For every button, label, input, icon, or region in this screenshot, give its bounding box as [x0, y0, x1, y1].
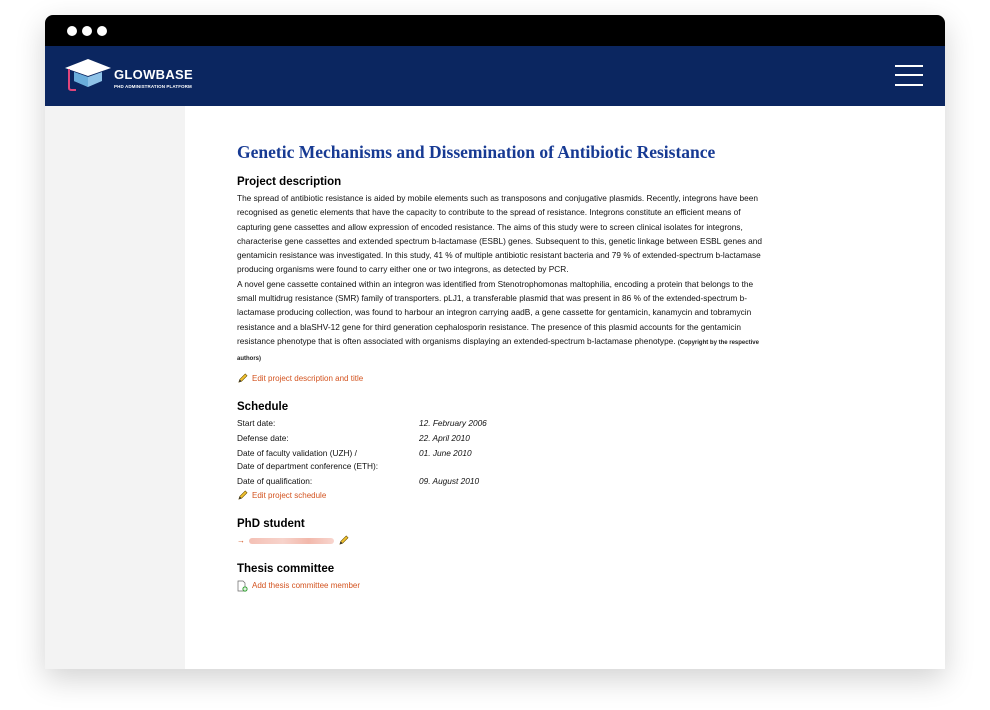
schedule-row [237, 447, 767, 473]
edit-schedule-link[interactable] [237, 490, 767, 501]
arrow-right-icon: → [237, 536, 245, 546]
schedule-label: Start date: [237, 417, 276, 428]
hamburger-menu-icon[interactable] [895, 64, 923, 88]
add-committee-member-label[interactable]: Add thesis committee member [252, 581, 361, 591]
schedule-label: Defense date: [237, 432, 289, 443]
section-heading: Schedule [237, 400, 289, 413]
main-content [237, 106, 767, 592]
window-titlebar [45, 15, 945, 46]
add-document-icon [237, 580, 248, 592]
schedule-value: 22. April 2010 [419, 432, 470, 443]
schedule-row [237, 475, 767, 488]
copyright-note: (Copyright by the respective authors) [237, 339, 759, 363]
window-dot-icon[interactable] [97, 26, 107, 36]
description-paragraph: The spread of antibiotic resistance is aided by mobile elements such as transposons and conjugative plasmids. Recently, integrons have been recognised as genetic elements that have the capacity to contribute to the spread of resistance. Integrons constitute an efficient means of capturing gene cassettes and allow expression of encoded resistance. The aims of this study were to screen clinical isolates for integrons, characterise gene cassettes and extended spectrum b-lactamase (ESBL) genes. Subsequent to this, genetic linkage between ESBL genes and gentamicin resistance was investigated. In this study, 41 % of multiple antibiotic resistant bacteria and 79 % of extended-spectrum b-lactamase producing organisms were found to carry either one or two integrons, as detected by PCR. [237, 193, 763, 275]
graduation-cap-icon [64, 56, 112, 92]
page-title: Genetic Mechanisms and Dissemination of Antibiotic Resistance [237, 142, 716, 162]
schedule-value: 01. June 2010 [419, 447, 472, 458]
brand-title: GLOWBASE [114, 67, 193, 82]
schedule-row [237, 417, 767, 430]
project-description-text [237, 191, 767, 367]
project-description-section [237, 176, 767, 384]
edit-description-link[interactable] [237, 373, 767, 384]
student-entry [237, 535, 767, 547]
section-heading: Thesis committee [237, 562, 335, 575]
edit-schedule-label[interactable]: Edit project schedule [252, 490, 327, 500]
edit-description-label[interactable]: Edit project description and title [252, 373, 364, 383]
window-dot-icon[interactable] [82, 26, 92, 36]
description-paragraph: A novel gene cassette contained within an integron was identified from Stenotrophomonas maltophilia, encoding a protein that belongs to the small multidrug resistance (SMR) family of transporters. pLJ1, a transferable plasmid that was present in 86 % of the extended-spectrum b-lactamase producing collection, was found to harbour an integron carrying aadB, a gene cassette for gentamicin, kanamycin and tobramycin resistance and a blaSHV-12 gene for third generation cephalosporin resistance. The presence of this plasmid accounts for the gentamicin resistance phenotype that is often associated with organisms displaying an extended-spectrum b-lactamase phenotype. [237, 278, 754, 346]
window-dot-icon[interactable] [67, 26, 77, 36]
browser-window [45, 15, 945, 669]
schedule-value: 12. February 2006 [419, 417, 487, 428]
phd-student-section [237, 518, 767, 547]
schedule-section [237, 401, 767, 501]
pencil-icon [237, 373, 248, 384]
schedule-value: 09. August 2010 [419, 475, 480, 486]
add-committee-member-link[interactable] [237, 580, 767, 592]
schedule-label: Date of qualification: [237, 475, 313, 486]
brand-subtitle: PHD ADMINISTRATION PLATFORM [114, 84, 192, 89]
pencil-icon [237, 490, 248, 501]
thesis-committee-section [237, 563, 767, 592]
schedule-row [237, 432, 767, 445]
pencil-icon[interactable] [338, 535, 349, 546]
left-sidebar [45, 106, 185, 669]
section-heading: Project description [237, 176, 342, 188]
section-heading: PhD student [237, 517, 305, 530]
student-name-redacted[interactable] [249, 538, 334, 544]
top-navbar [45, 46, 945, 106]
schedule-label: Date of faculty validation (UZH) / Date of department conference (ETH): [237, 447, 379, 471]
brand-logo[interactable] [64, 56, 194, 92]
